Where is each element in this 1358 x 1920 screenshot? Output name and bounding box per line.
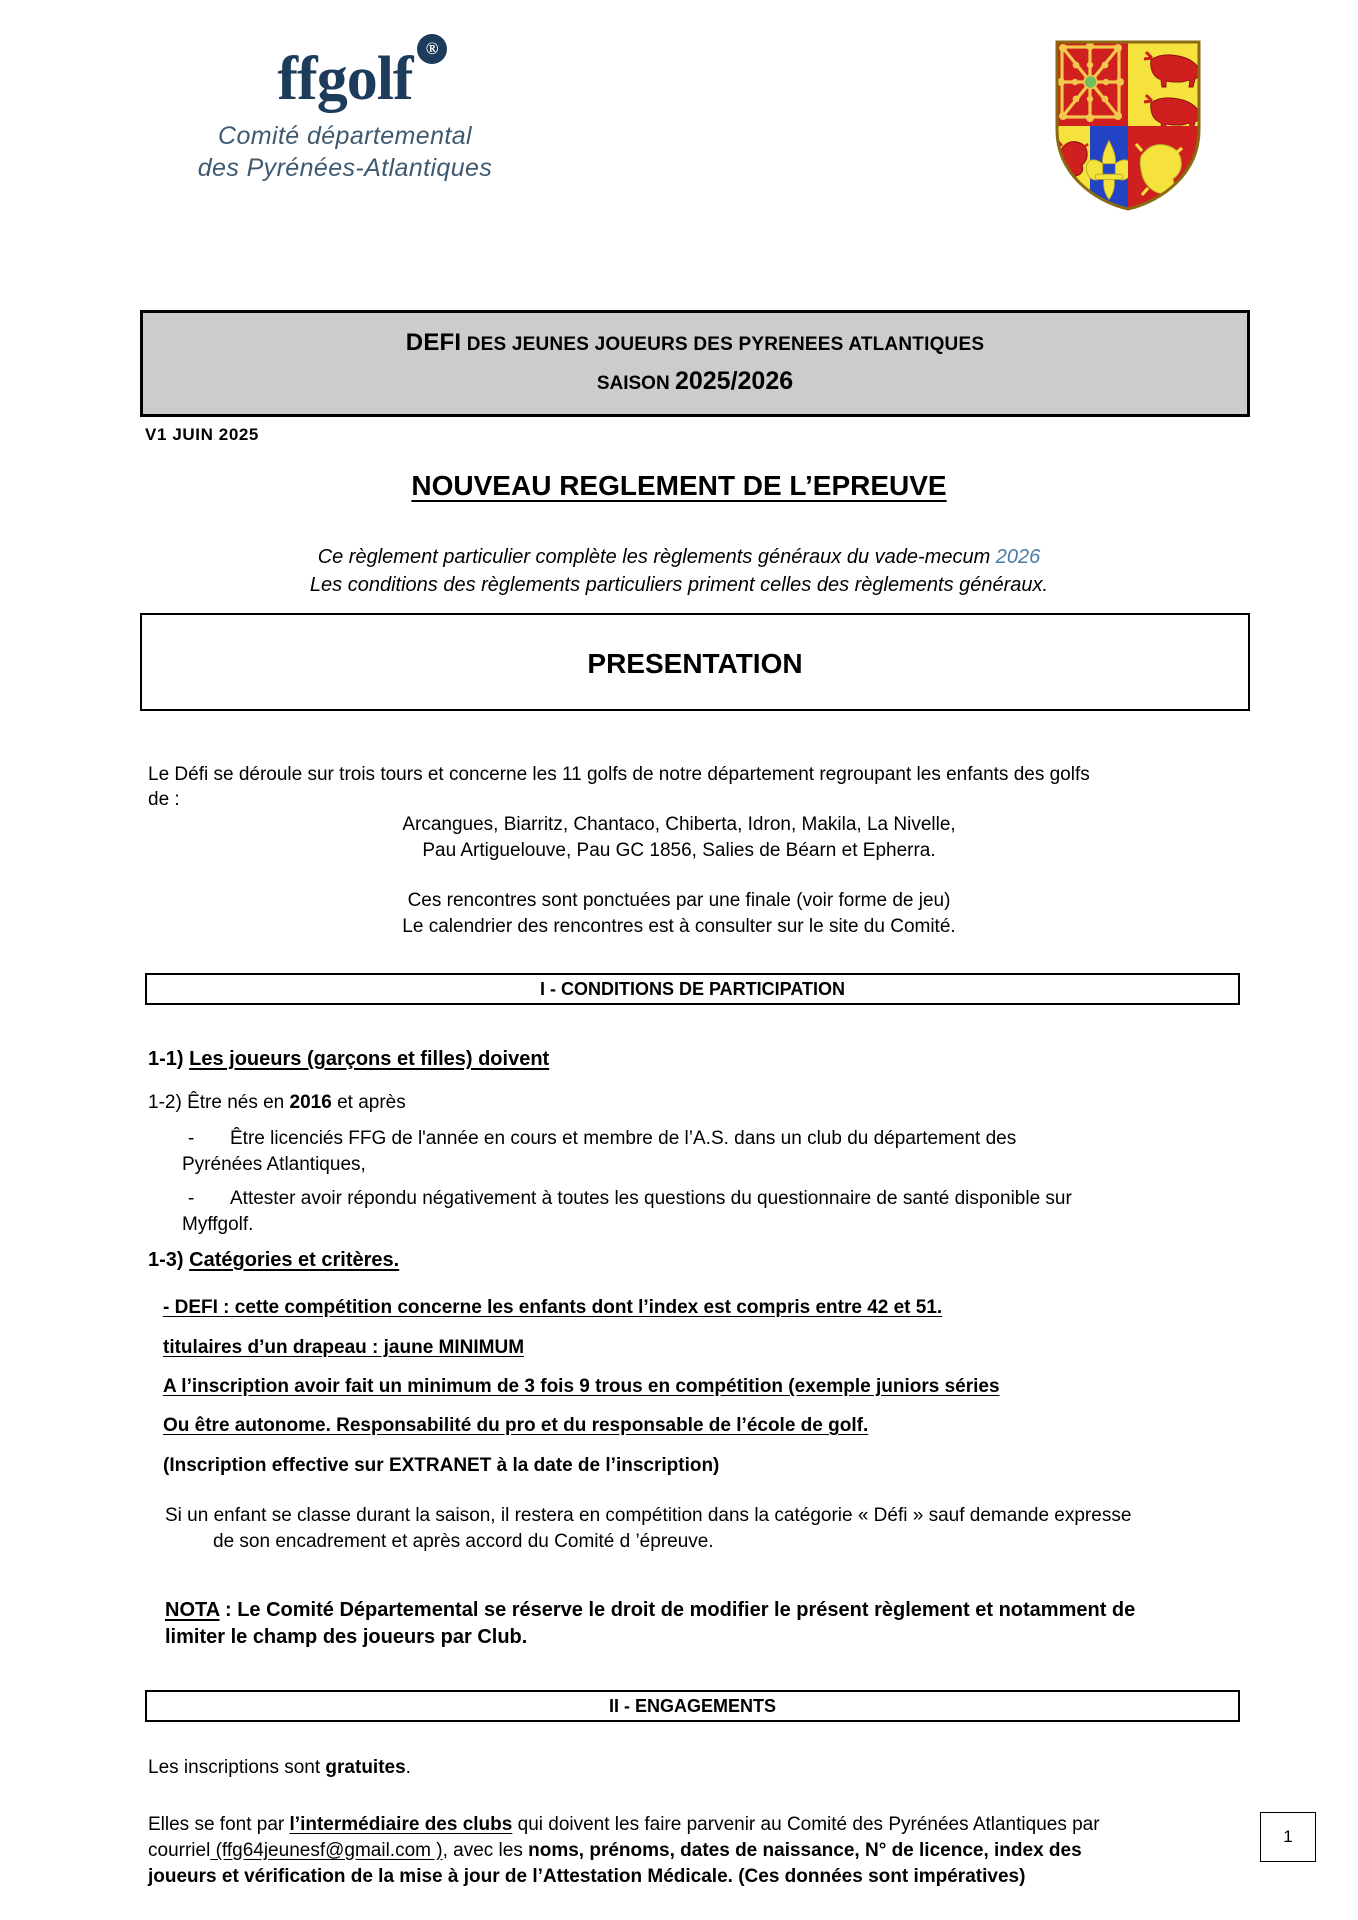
registration-free-note [148, 1755, 411, 1780]
golf-clubs-list [0, 812, 1358, 864]
nota-line-1: : Le Comité Départemental se réserve le droit de modifier le présent règlement et notamment de [219, 1599, 1136, 1621]
coat-of-arms-icon [1053, 38, 1203, 213]
criterion-flag: titulaires d’un drapeau : jaune MINIMUM [163, 1337, 525, 1358]
presentation-intro-line-1: Le Défi se déroule sur trois tours et concerne les 11 golfs de notre département regroupant les enfants des golfs [148, 764, 1090, 785]
golf-clubs-line-2: Pau Artiguelouve, Pau GC 1856, Salies de Béarn et Epherra. [422, 839, 936, 861]
event-title-box [140, 310, 1250, 417]
season-label: SAISON [596, 373, 670, 394]
event-title-line-2 [153, 367, 1237, 396]
page-title: NOUVEAU REGLEMENT DE L’EPREUVE [411, 470, 947, 501]
nota-line-2: limiter le champ des joueurs par Club. [165, 1626, 528, 1649]
ffgolf-wordmark-text: ffgolf [277, 45, 413, 113]
logo-subtitle [180, 120, 510, 184]
finale-note-line-1: Ces rencontres sont ponctuées par une finale (voir forme de jeu) [407, 890, 951, 911]
ffgolf-logo [180, 39, 510, 184]
event-title-rest: DES JEUNES JOUEURS DES PYRENEES ATLANTIQUES [461, 334, 985, 355]
season-value: 2025/2026 [674, 367, 794, 395]
registration-free-lead: Les inscriptions sont [148, 1757, 326, 1778]
criterion-extranet: (Inscription effective sur EXTRANET à la date de l’inscription) [163, 1455, 720, 1476]
registration-free-tail: . [405, 1757, 411, 1778]
condition-1-3-number: 1-3) [148, 1249, 190, 1271]
nota-block [165, 1597, 1210, 1651]
bullet-1-line-1: Être licenciés FFG de l'année en cours et membre de l’A.S. dans un club du département des [230, 1128, 1017, 1149]
subtitle-line-1-text: Ce règlement particulier complète les règlements généraux du vade-mecum [317, 546, 996, 568]
page-number: 1 [1260, 1812, 1316, 1862]
contact-email[interactable]: (ffg64jeunesf@gmail.com ) [210, 1839, 443, 1861]
courriel-label: courriel [148, 1839, 211, 1861]
condition-1-2-tail: et après [331, 1092, 406, 1113]
registration-data-fields: noms, prénoms, dates de naissance, N° de licence, index des [528, 1839, 1082, 1861]
registered-mark-icon: ® [417, 34, 447, 64]
condition-1-1 [148, 1046, 549, 1073]
bullet-dash-icon: - [188, 1128, 195, 1149]
list-item [182, 1186, 1210, 1237]
condition-1-1-text: Les joueurs (garçons et filles) doivent [189, 1048, 550, 1070]
logo-subtitle-line-2: des Pyrénées-Atlantiques [197, 154, 493, 182]
document-subtitle [0, 543, 1358, 600]
vademecum-year: 2026 [995, 546, 1041, 568]
subtitle-line-2: Les conditions des règlements particuliers priment celles des règlements généraux. [309, 574, 1049, 597]
condition-1-3 [148, 1247, 399, 1274]
presentation-intro-line-2: de : [148, 789, 180, 811]
birth-year-value: 2016 [289, 1092, 332, 1113]
reclassification-line-2: de son encadrement et après accord du Comité d ’épreuve. [213, 1530, 714, 1552]
reclassification-note [165, 1503, 1210, 1555]
golf-clubs-line-1: Arcangues, Biarritz, Chantaco, Chiberta, Idron, Makila, La Nivelle, [402, 814, 956, 835]
bullet-1-line-2: Pyrénées Atlantiques, [182, 1153, 366, 1175]
condition-1-1-number: 1-1) [148, 1048, 190, 1070]
registration-free-keyword: gratuites [325, 1757, 406, 1778]
condition-1-3-text: Catégories et critères. [189, 1249, 400, 1271]
criterion-index-range: - DEFI : cette compétition concerne les enfants dont l’index est compris entre 42 et 51. [163, 1297, 943, 1318]
registration-procedure [148, 1812, 1208, 1889]
registration-procedure-tail: qui doivent les faire parvenir au Comité des Pyrénées Atlantiques par [512, 1814, 1100, 1835]
event-title-lead: DEFI [405, 329, 462, 356]
registration-data-lead: , avec les [442, 1839, 529, 1861]
presentation-section-heading: PRESENTATION [140, 613, 1250, 711]
logo-subtitle-line-1: Comité départemental [218, 122, 472, 150]
reclassification-line-1: Si un enfant se classe durant la saison, il restera en compétition dans la catégorie « Défi » sauf demande expresse [165, 1505, 1132, 1526]
finale-note [0, 888, 1358, 940]
criterion-autonomy: Ou être autonome. Responsabilité du pro et du responsable de l’école de golf. [163, 1415, 869, 1436]
ffgolf-wordmark [277, 39, 438, 113]
condition-1-2 [148, 1090, 406, 1115]
presentation-intro [148, 762, 1208, 813]
clubs-intermediary-link[interactable]: l’intermédiaire des clubs [289, 1814, 513, 1835]
registration-procedure-lead: Elles se font par [148, 1814, 290, 1835]
finale-note-line-2: Le calendrier des rencontres est à consulter sur le site du Comité. [402, 915, 956, 937]
nota-label: NOTA [165, 1599, 220, 1621]
bullet-2-line-2: Myffgolf. [182, 1213, 254, 1235]
bullet-dash-icon: - [188, 1188, 195, 1209]
document-header [0, 0, 1358, 230]
condition-1-2-lead: 1-2) Être nés en [148, 1092, 290, 1113]
section-heading-conditions: I - CONDITIONS DE PARTICIPATION [145, 973, 1240, 1005]
bullet-2-line-1: Attester avoir répondu négativement à toutes les questions du questionnaire de santé disponible sur [230, 1188, 1072, 1209]
registration-data-final: joueurs et vérification de la mise à jour de l’Attestation Médicale. (Ces données sont impératives) [148, 1865, 1026, 1887]
list-item [182, 1126, 1210, 1177]
criterion-rounds: A l’inscription avoir fait un minimum de 3 fois 9 trous en compétition (exemple juniors séries [163, 1376, 1000, 1397]
subtitle-line-1 [0, 543, 1358, 571]
section-heading-engagements: II - ENGAGEMENTS [145, 1690, 1240, 1722]
event-title-line-1 [153, 329, 1237, 357]
document-version: V1 JUIN 2025 [145, 425, 259, 444]
